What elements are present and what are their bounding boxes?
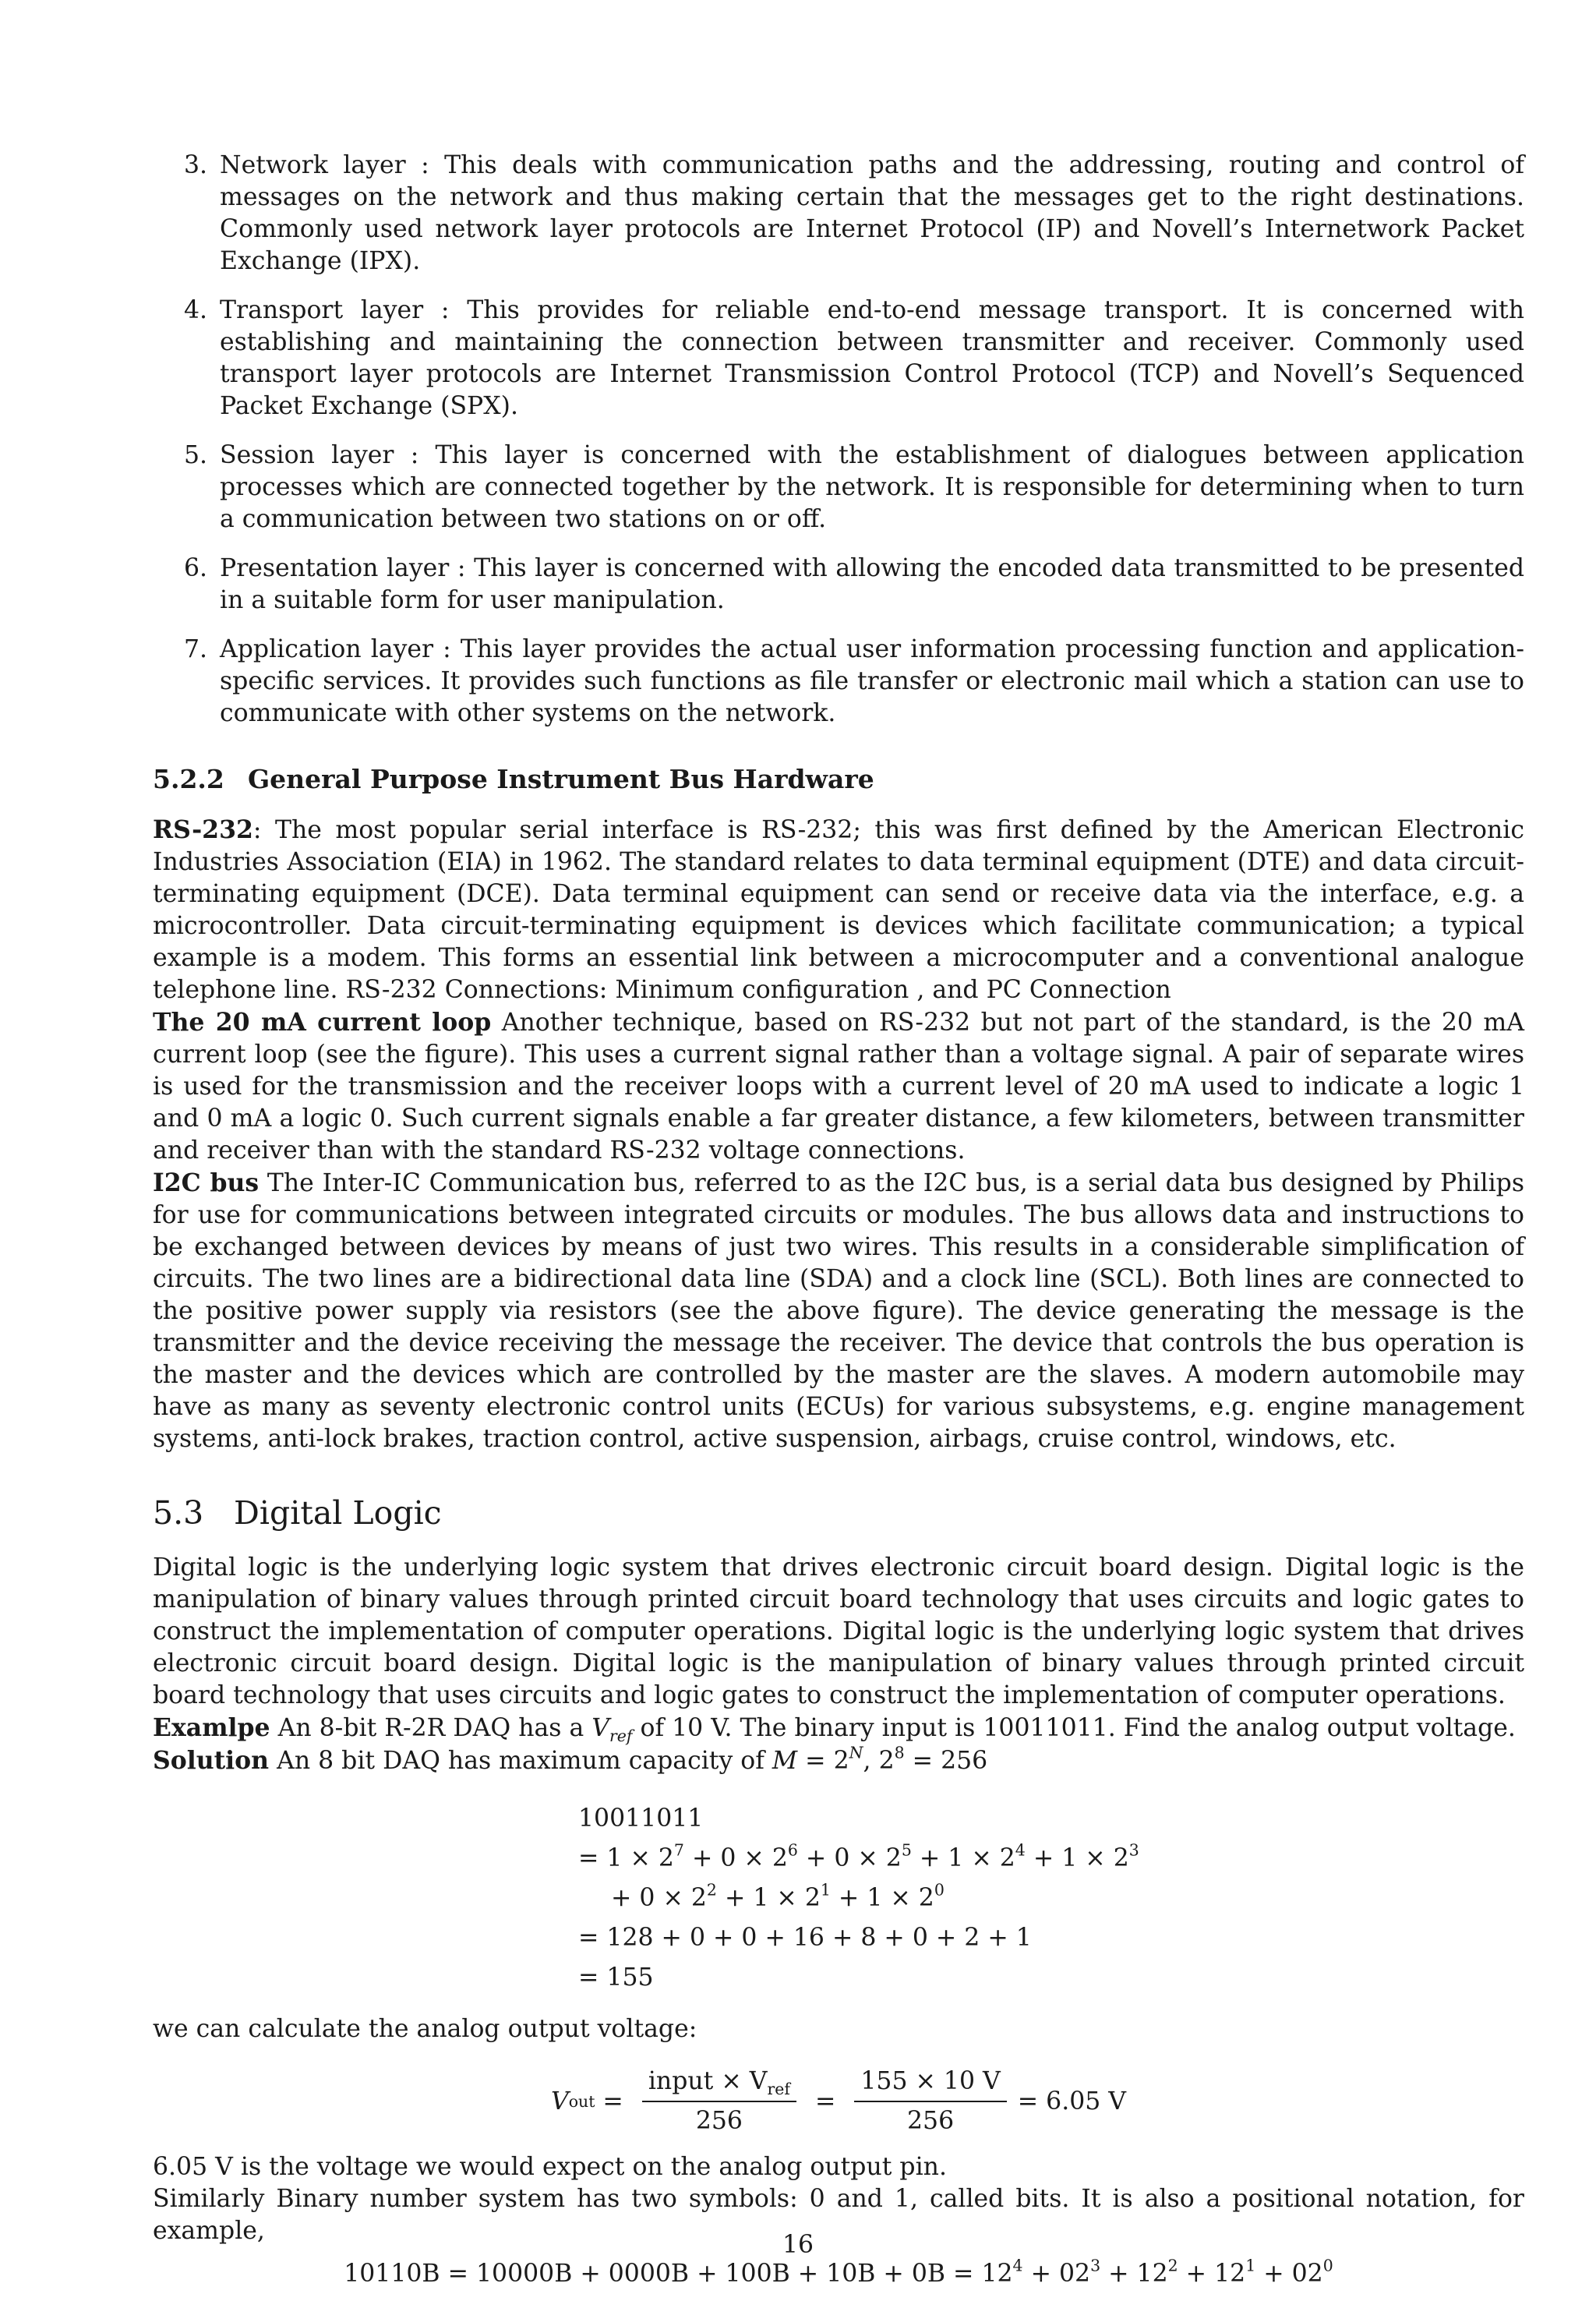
- list-item: 6. Presentation layer : This layer is concerned with allowing the encoded data transmitted to be presented in a suitable form for user manipulation.: [184, 554, 1524, 614]
- bus-hardware-paragraph: RS-232: The most popular serial interface is RS-232; this was first defined by the American Electronic Industries Association (EIA) in 1962. The standard relates to data terminal equipment (DTE) and data circuit-terminating equipment (DCE). Data terminal equipment can send or receive data via the interface, e.g. a microcontroller. Data circuit-terminating equipment is devices which facilitate communication; a typical example is a modem. This forms an essential link between a microcomputer and a conventional analogue telephone line. RS-232 Connections: Minimum configuration , and PC Connection The 20 mA current loop Another technique, based on RS-232 but not part of the standard, is the 20 mA current loop (see the figure). This uses a current signal rather than a voltage signal. A pair of separate wires is used for the transmission and the receiver loops with a current level of 20 mA used to indicate a logic 1 and 0 mA a logic 0. Such current signals enable a far greater distance, a few kilometers, between transmitter and receiver than with the standard RS-232 voltage connections. I2C bus The Inter-IC Communication bus, referred to as the I2C bus, is a serial data bus designed by Philips for use for communications between integrated circuits or modules. The bus allows data and instructions to be exchanged between devices by means of just two wires. This results in a considerable simplification of circuits. The two lines are a bidirectional data line (SDA) and a clock line (SCL). Both lines are connected to the positive power supply via resistors (see the above figure). The device generating the message is the transmitter and the device receiving the message the receiver. The device that controls the bus operation is the master and the devices which are controlled by the master are the slaves. A modern automobile may have as many as seventy electronic control units (ECUs) for various subsystems, e.g. engine management systems, anti-lock brakes, traction control, active suspension, airbags, cruise control, windows, etc.: [153, 815, 1524, 1453]
- digital-logic-paragraph: Digital logic is the underlying logic system that drives electronic circuit board design. Digital logic is the manipulation of binary values through printed circuit board technology that uses circuits and logic gates to construct the implementation of computer operations. Digital logic is the underlying logic system that drives electronic circuit board design. Digital logic is the manipulation of binary values through printed circuit board technology that uses circuits and logic gates to construct the implementation of computer operations. Examlpe An 8-bit R-2R DAQ has a $V_{ref}$ of 10 V. The binary input is 10011011. Find the analog output voltage. Solution An 8 bit DAQ has maximum capacity of $M = 2^N$, $2^8 = 256$: [153, 1553, 1524, 1775]
- osi-layer-list: [153, 150, 1524, 730]
- list-item: 5. Session layer : This layer is concerned with the establishment of dialogues between application processes which are connected together by the network. It is responsible for determining when to turn a communication between two stations on or off.: [184, 441, 1524, 533]
- vout-equation: V out = $\frac{input \times V_{ref}}{256}$ = $\frac{155 \times 10 V}{256}$ = 6.05 V: [153, 2062, 1524, 2140]
- list-item: 4. Transport layer : This provides for reliable end-to-end message transport. It is concerned with establishing and maintaining the connection between transmitter and receiver. Commonly used transport layer protocols are Internet Transmission Control Protocol (TCP) and Novell’s Sequenced Packet Exchange (SPX).: [184, 296, 1524, 420]
- binary-positional-equation: $10110B = 10000B + 0000B + 100B + 10B + 0B = 12^4 + 02^3 + 12^2 + 12^1 + 02^0$: [344, 2256, 1333, 2288]
- subsection-heading: 5.2.2 General Purpose Instrument Bus Hardware: [153, 764, 874, 794]
- solution-label: Solution: [153, 1746, 270, 1775]
- list-item: 3. Network layer : This deals with communication paths and the addressing, routing and control of messages on the network and thus making certain that the messages get to the right destinations. Commonly used network layer protocols are Internet Protocol (IP) and Novell’s Internetwork Packet Exchange (IPX).: [184, 151, 1524, 275]
- fraction: $\frac{155 \times 10 V}{256}$: [854, 2066, 1006, 2137]
- page-body: [153, 150, 1524, 2301]
- list-item: 7. Application layer : This layer provides the actual user information processing function and application-specific services. It provides such functions as file transfer or electronic mail which a station can use to communicate with other systems on the network.: [184, 635, 1524, 727]
- page-number: 16: [782, 2231, 814, 2259]
- example-label: Examlpe: [153, 1713, 270, 1742]
- fraction: $\frac{input \times V_{ref}}{256}$: [642, 2066, 796, 2137]
- current-loop-label: The 20 mA current loop: [153, 1008, 492, 1037]
- section-heading: 5.3 Digital Logic: [153, 1494, 442, 1532]
- rs232-label: RS-232: [153, 815, 253, 844]
- binary-conversion-equation: 10011011 = $1 \times 2^7 + 0 \times 2^6 + 0 \times 2^5 + 1 \times 2^4 + 1 \times 2^3$ + $0 \times 2^2 + 1 \times 2^1 + 1 \times 2^0$ = 128 + 0 + 0 + 16 + 8 + 0 + 2 + 1 = 155: [578, 1804, 1139, 1992]
- i2c-label: I2C bus: [153, 1168, 260, 1197]
- calc-intro: we can calculate the analog output voltage:: [153, 2015, 697, 2043]
- conclusion-paragraph: 6.05 V is the voltage we would expect on the analog output pin. Similarly Binary number system has two symbols: 0 and 1, called bits. It is also a positional notation, for example,: [153, 2153, 1524, 2245]
